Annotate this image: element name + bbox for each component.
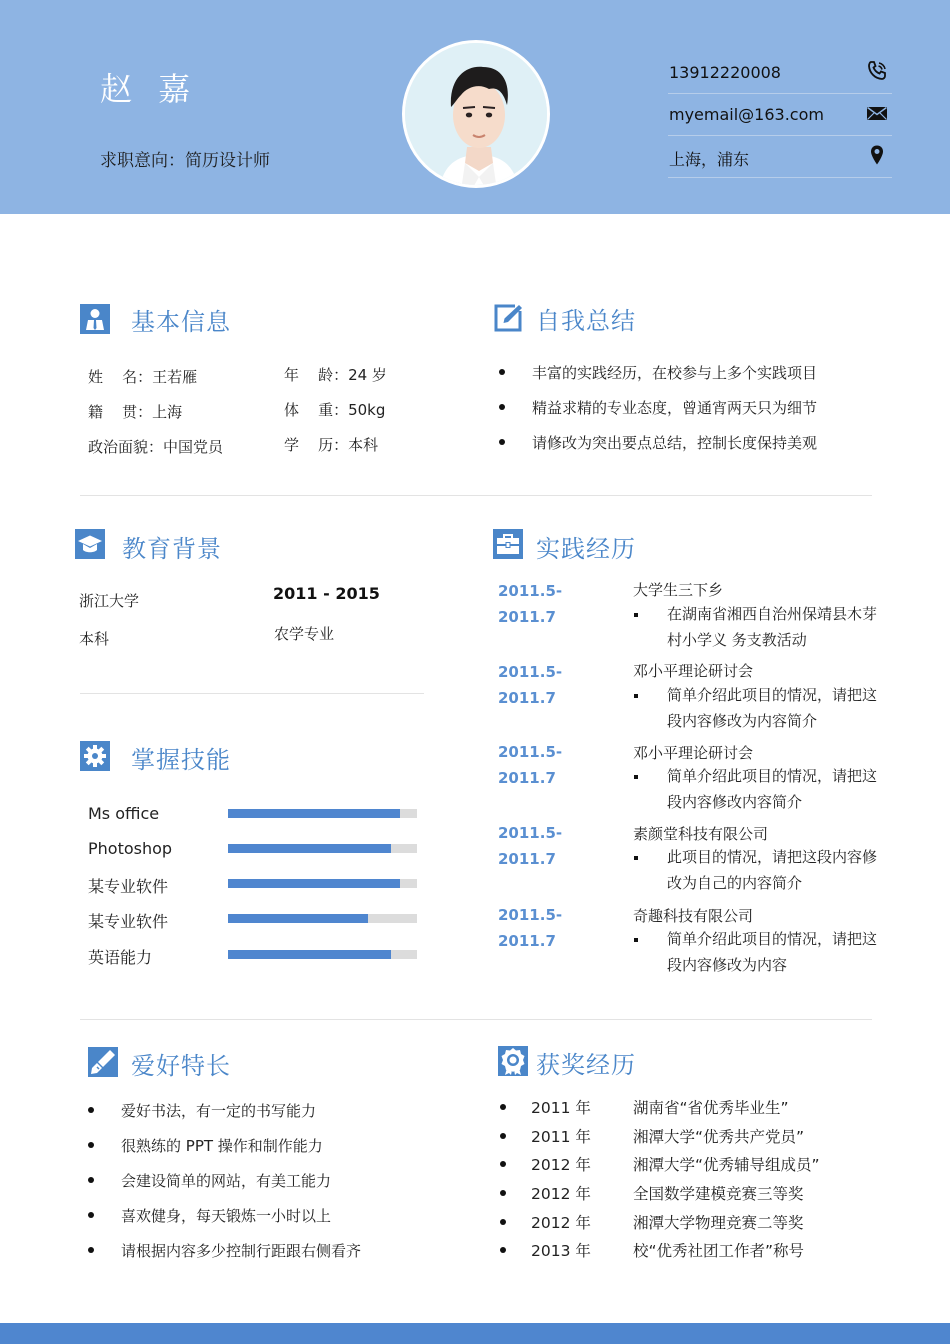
avatar — [402, 40, 550, 188]
bullet-square — [634, 613, 638, 617]
bullet-dot — [88, 1142, 94, 1148]
user-icon — [80, 304, 110, 334]
section-title-hobbies: 爱好特长 — [131, 1052, 231, 1080]
skill-label: 英语能力 — [88, 948, 153, 967]
practice-title: 素颜堂科技有限公司 — [633, 825, 769, 843]
education-school: 浙江大学 — [79, 592, 140, 610]
info-name: 姓 名：王若雁 — [88, 368, 198, 386]
address-text: 上海，浦东 — [669, 150, 750, 169]
contact-phone — [668, 52, 892, 94]
education-years: 2011 - 2015 — [273, 584, 380, 603]
location-pin-icon — [866, 144, 888, 166]
bullet-square — [634, 938, 638, 942]
skill-bar — [228, 950, 417, 959]
skill-bar — [228, 809, 417, 818]
phone-text: 13912220008 — [669, 63, 781, 82]
practice-description: 此项目的情况，请把这段内容修改为自己的内容简介 — [667, 848, 878, 892]
briefcase-icon — [493, 529, 523, 559]
practice-date: 2011.5- 2011.7 — [498, 743, 563, 787]
bullet-square — [634, 694, 638, 698]
graduation-cap-icon — [75, 529, 105, 559]
header-banner — [0, 0, 950, 214]
skill-label: 某专业软件 — [88, 912, 169, 931]
bullet-dot — [499, 439, 505, 445]
practice-date: 2011.5- 2011.7 — [498, 663, 563, 707]
section-title-self-summary: 自我总结 — [536, 307, 636, 335]
practice-description: 在湖南省湘西自治州保靖县木芽村小学义 务支教活动 — [667, 605, 878, 649]
bullet-dot — [500, 1219, 506, 1225]
info-age: 年 龄：24 岁 — [284, 366, 387, 384]
skill-bar-fill — [228, 844, 391, 853]
info-weight: 体 重：50kg — [284, 401, 386, 419]
email-text: myemail@163.com — [669, 105, 824, 124]
bullet-square — [634, 856, 638, 860]
paint-brush-icon — [88, 1047, 118, 1077]
skill-bar — [228, 914, 417, 923]
contact-email — [668, 94, 892, 136]
bullet-square — [634, 775, 638, 779]
education-major: 农学专业 — [274, 625, 335, 643]
practice-title: 大学生三下乡 — [633, 581, 724, 599]
info-education-level: 学 历：本科 — [284, 436, 379, 454]
practice-date: 2011.5- 2011.7 — [498, 824, 563, 868]
bullet-dot — [500, 1190, 506, 1196]
section-title-awards: 获奖经历 — [536, 1051, 636, 1079]
section-title-basic-info: 基本信息 — [131, 308, 231, 336]
skill-bar-fill — [228, 809, 400, 818]
section-title-practice: 实践经历 — [536, 535, 636, 563]
footer-bar — [0, 1323, 950, 1344]
gear-icon — [80, 741, 110, 771]
bullet-dot — [88, 1107, 94, 1113]
practice-description: 简单介绍此项目的情况，请把这段内容修改为内容 — [667, 930, 878, 974]
info-hometown: 籍 贯：上海 — [88, 403, 183, 421]
practice-title: 邓小平理论研讨会 — [633, 662, 754, 680]
skill-bar-fill — [228, 914, 368, 923]
skill-label: Ms office — [88, 804, 160, 823]
bullet-dot — [500, 1133, 506, 1139]
bullet-dot — [88, 1212, 94, 1218]
practice-date: 2011.5- 2011.7 — [498, 582, 563, 626]
practice-date: 2011.5- 2011.7 — [498, 906, 563, 950]
education-degree: 本科 — [79, 630, 110, 648]
section-title-skills: 掌握技能 — [131, 746, 231, 774]
practice-title: 奇趣科技有限公司 — [633, 907, 754, 925]
bullet-dot — [500, 1104, 506, 1110]
bullet-dot — [500, 1247, 506, 1253]
bullet-dot — [88, 1247, 94, 1253]
edit-icon — [493, 303, 523, 333]
practice-description: 简单介绍此项目的情况，请把这段内容修改为内容简介 — [667, 686, 878, 730]
bullet-dot — [500, 1161, 506, 1167]
skill-label: Photoshop — [88, 839, 173, 858]
practice-description: 简单介绍此项目的情况，请把这段内容修改内容简介 — [667, 767, 878, 811]
skill-bar-fill — [228, 950, 391, 959]
divider — [80, 693, 424, 694]
bullet-dot — [88, 1177, 94, 1183]
skill-label: 某专业软件 — [88, 877, 169, 896]
divider — [80, 495, 872, 496]
candidate-name: 赵 嘉 — [100, 70, 199, 108]
contact-address — [668, 136, 892, 178]
mail-icon — [866, 102, 888, 124]
section-title-education: 教育背景 — [122, 535, 222, 563]
skill-bar-fill — [228, 879, 400, 888]
bullet-dot — [499, 404, 505, 410]
skill-bar — [228, 879, 417, 888]
job-intent: 求职意向：简历设计师 — [100, 151, 270, 171]
divider — [80, 1019, 872, 1020]
award-medal-icon — [498, 1046, 528, 1076]
info-political: 政治面貌：中国党员 — [88, 438, 224, 456]
phone-icon — [866, 60, 888, 82]
practice-title: 邓小平理论研讨会 — [633, 744, 754, 762]
skill-bar — [228, 844, 417, 853]
bullet-dot — [499, 369, 505, 375]
